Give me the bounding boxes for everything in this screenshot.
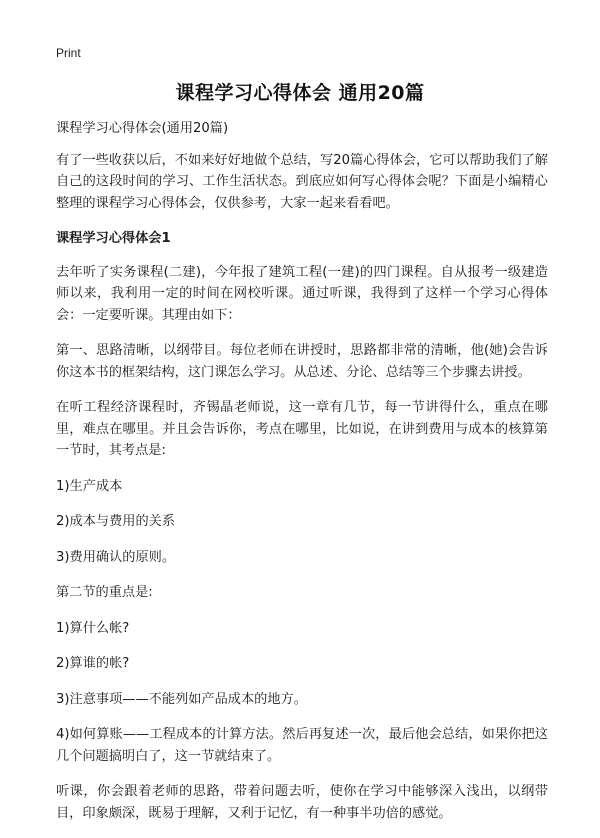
- body-paragraph: 在听工程经济课程时，齐锡晶老师说，这一章有几节，每一节讲得什么，重点在哪里，难点在哪里。并且会告诉你，考点在哪里，比如说，在讲到费用与成本的核算第一节时，其考点是:: [56, 400, 548, 458]
- list-item: 3)费用确认的原则。: [56, 549, 176, 565]
- list-item: 2)成本与费用的关系: [56, 514, 176, 529]
- document-subtitle: 课程学习心得体会(通用20篇): [56, 121, 229, 136]
- document-body: [56, 118, 548, 838]
- section-heading: 课程学习心得体会1: [56, 231, 171, 246]
- body-paragraph: 第一、思路清晰，以纲带目。每位老师在讲授时，思路都非常的清晰，他(她)会告诉你这本书的框架结构，这门课怎么学习。从总述、分论、总结等三个步骤去讲授。: [56, 343, 548, 380]
- document-title: 课程学习心得体会 通用20篇: [175, 82, 425, 104]
- body-paragraph: 听课，你会跟着老师的思路，带着问题去听，使你在学习中能够深入浅出，以纲带目，印象颇深，既易于理解，又利于记忆，有一种事半功倍的感觉。: [56, 784, 548, 821]
- list-item: 4)如何算账——工程成本的计算方法。然后再复述一次，最后他会总结，如果你把这几个问题搞明白了，这一节就结束了。: [56, 727, 548, 764]
- print-label: Print: [56, 46, 81, 60]
- list-item: 1)算什么帐?: [56, 620, 130, 636]
- list-item: 2)算谁的帐?: [56, 656, 130, 671]
- intro-paragraph: 有了一些收获以后，不如来好好地做个总结，写20篇心得体会，它可以帮助我们了解自己的这段时间的学习、工作生活状态。到底应如何写心得体会呢？下面是小编精心整理的课程学习心得体会，仅供参考，大家一起来看看吧。: [56, 152, 548, 211]
- body-paragraph: 第二节的重点是:: [56, 585, 153, 600]
- body-paragraph: 去年听了实务课程(二建)，今年报了建筑工程(一建)的四门课程。自从报考一级建造师以来，我利用一定的时间在网校听课。通过听课，我得到了这样一个学习心得体会：一定要听课。其理由如下：: [56, 264, 548, 323]
- list-item: 1)生产成本: [56, 478, 123, 494]
- list-item: 3)注意事项——不能列如产品成本的地方。: [56, 691, 307, 707]
